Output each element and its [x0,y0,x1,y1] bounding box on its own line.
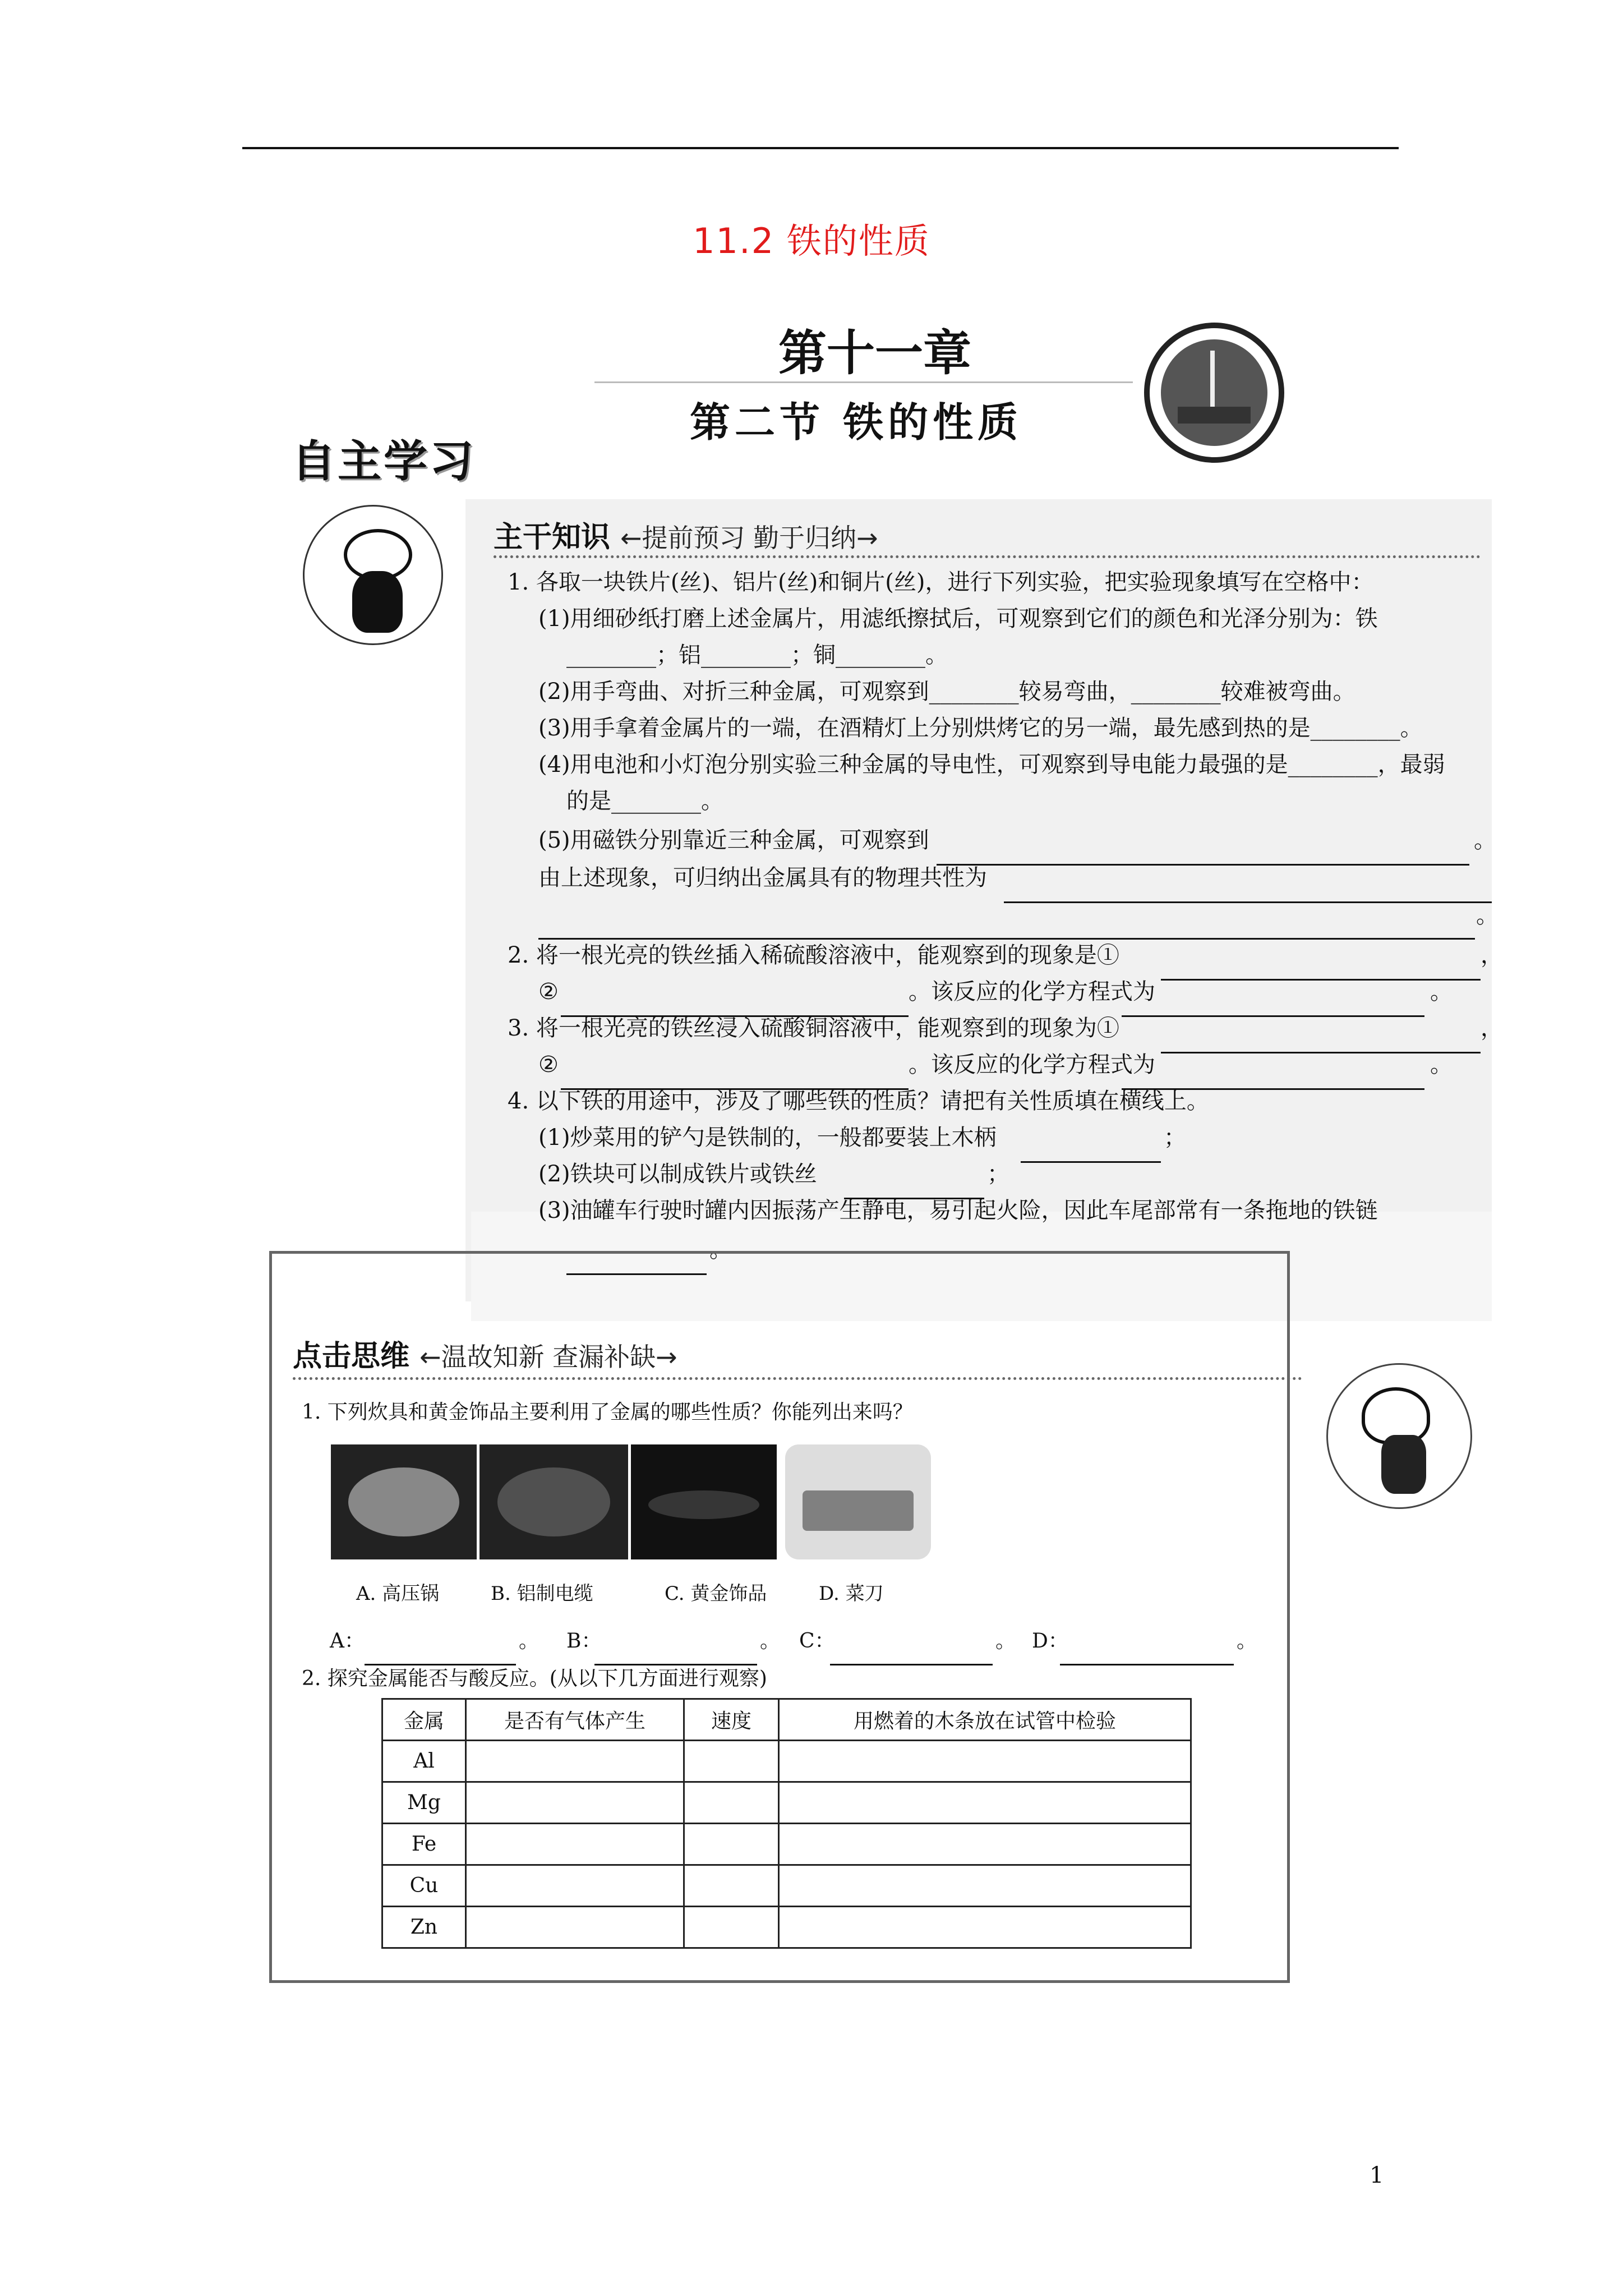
q3-stem: 3. 将一根光亮的铁丝浸入硫酸铜溶液中，能观察到的现象为① [508,1015,1119,1041]
q3-blank-1[interactable] [1161,1035,1481,1053]
document-title: 11.2 铁的性质 [693,220,930,261]
click-thinking-title: 点击思维 ←温故知新 查漏补缺→ [293,1340,677,1373]
metal-cell: Al [382,1741,466,1782]
answer-d-blank[interactable] [1060,1647,1234,1665]
metal-acid-table [381,1698,1192,1949]
table-header: 速度 [684,1699,779,1741]
pressure-cooker-photo [331,1444,477,1559]
chapter-heading: 第十一章 [778,325,971,381]
metal-cell: Fe [382,1824,466,1865]
q1-part4: (4)用电池和小灯泡分别实验三种金属的导电性，可观察到导电能力最强的是________，最弱 [538,752,1445,777]
answer-cell[interactable] [466,1865,684,1907]
answer-a-end: 。 [519,1630,540,1653]
answer-cell[interactable] [779,1741,1191,1782]
answer-a-blank[interactable] [365,1647,516,1665]
q3-equation-label: 。该反应的化学方程式为 [909,1052,1155,1078]
q4-part1-end: ； [1164,1125,1186,1151]
q4-part2-end: ； [987,1161,1009,1187]
answer-c-label: C： [799,1630,835,1653]
answer-cell[interactable] [779,1782,1191,1824]
q4-part1: (1)炒菜用的铲勺是铁制的，一般都要装上木柄 [538,1125,997,1151]
answer-cell[interactable] [466,1741,684,1782]
q2-comma: ， [1481,942,1503,968]
aluminum-cable-photo [479,1444,628,1559]
table-header-row [382,1699,1191,1741]
metal-cell: Zn [382,1907,466,1948]
answer-cell[interactable] [684,1865,779,1907]
answer-cell[interactable] [466,1782,684,1824]
answer-c-blank[interactable] [830,1647,993,1665]
q2-stem: 2. 将一根光亮的铁丝插入稀硫酸溶液中，能观察到的现象是① [508,942,1119,968]
q4-part1-blank[interactable] [1021,1144,1161,1163]
caption-a: A. 高压锅 [356,1582,440,1605]
answer-cell[interactable] [684,1824,779,1865]
caption-d: D. 菜刀 [819,1582,884,1605]
main-knowledge-title: 主干知识 ←提前预习 勤于归纳→ [494,521,878,554]
self-study-label: 自主学习 [292,436,476,487]
q1-summary-end: 。 [1476,903,1498,928]
q4-stem: 4. 以下铁的用途中，涉及了哪些铁的性质？请把有关性质填在横线上。 [508,1088,1209,1114]
answer-c-end: 。 [995,1630,1016,1653]
giraffe-mascot-image [1326,1363,1472,1509]
table-row [382,1741,1191,1782]
kitchen-knife-photo [785,1444,931,1559]
q4-part3-end: 。 [709,1237,732,1263]
table-row [382,1865,1191,1907]
answer-cell[interactable] [684,1741,779,1782]
answer-b-end: 。 [760,1630,781,1653]
table-row [382,1907,1191,1948]
answer-cell[interactable] [779,1907,1191,1948]
q2-equation-label: 。该反应的化学方程式为 [909,979,1155,1005]
answer-a-label: A： [330,1630,365,1653]
q1-summary-blank[interactable] [1004,885,1492,903]
table-header: 是否有气体产生 [466,1699,684,1741]
answer-cell[interactable] [466,1824,684,1865]
q1-part5: (5)用磁铁分别靠近三种金属，可观察到 [538,827,929,853]
q3-equation-blank[interactable] [1122,1071,1424,1090]
answer-b-blank[interactable] [594,1647,757,1665]
caption-b: B. 铝制电缆 [491,1582,593,1605]
answer-b-label: B： [566,1630,602,1653]
q2-blank-2[interactable] [561,999,909,1017]
q1-part3: (3)用手拿着金属片的一端，在酒精灯上分别烘烤它的另一端，最先感到热的是________。 [538,715,1423,741]
table-header: 金属 [382,1699,466,1741]
q3-end: 。 [1430,1052,1453,1078]
answer-cell[interactable] [779,1824,1191,1865]
caption-c: C. 黄金饰品 [665,1582,767,1605]
q1-part1-blanks: ________；铝________；铜________。 [566,642,948,668]
answer-cell[interactable] [684,1907,779,1948]
header-rule [242,147,1399,149]
q1-part5-end: 。 [1474,827,1496,853]
q1-stem: 1. 各取一块铁片(丝)、铝片(丝)和铜片(丝)，进行下列实验，把实验现象填写在空格中： [508,569,1374,595]
q4-part3: (3)油罐车行驶时罐内因振荡产生静电，易引起火险，因此车尾部常有一条拖地的铁链 [538,1198,1378,1223]
q2-mark-2: ② [538,979,559,1005]
q1-summary: 由上述现象，可归纳出金属具有的物理共性为 [538,865,987,891]
q3-comma: ， [1481,1015,1503,1041]
q3-blank-2[interactable] [561,1071,909,1090]
q4-part2: (2)铁块可以制成铁片或铁丝 [538,1161,817,1187]
ct-q2: 2. 探究金属能否与酸反应。(从以下几方面进行观察) [302,1667,767,1690]
table-row [382,1824,1191,1865]
q1-summary-blank-2[interactable] [538,921,1475,940]
answer-cell[interactable] [466,1907,684,1948]
page-number: 1 [1370,2162,1384,2188]
table-header: 用燃着的木条放在试管中检验 [779,1699,1191,1741]
ct-q1: 1. 下列炊具和黄金饰品主要利用了金属的哪些性质？你能列出来吗？ [302,1401,913,1424]
answer-cell[interactable] [779,1865,1191,1907]
q1-part2: (2)用手弯曲、对折三种金属，可观察到________较易弯曲，________较难被弯曲。 [538,679,1355,705]
click-thinking-subtitle: ←温故知新 查漏补缺→ [419,1342,677,1372]
table-row [382,1782,1191,1824]
metal-cell: Cu [382,1865,466,1907]
answer-d-end: 。 [1237,1630,1257,1653]
click-thinking-dotted-rule [293,1377,1302,1380]
q2-equation-blank[interactable] [1122,999,1424,1017]
metal-cell: Mg [382,1782,466,1824]
q2-end: 。 [1430,979,1453,1005]
q2-blank-1[interactable] [1161,962,1481,981]
frog-mascot-image [303,505,443,645]
answer-cell[interactable] [684,1782,779,1824]
q1-part1: (1)用细砂纸打磨上述金属片，用滤纸擦拭后，可观察到它们的颜色和光泽分别为：铁 [538,606,1378,632]
q3-mark-2: ② [538,1052,559,1078]
q1-part5-blank[interactable] [937,847,1469,866]
section-heading: 第二节 铁的性质 [690,398,1023,446]
q1-part4-cont: 的是________。 [566,788,723,814]
q4-part2-blank[interactable] [844,1181,984,1199]
main-knowledge-dotted-rule [494,555,1481,558]
tower-emblem-image [1144,323,1284,463]
gold-jewelry-photo [631,1444,777,1559]
answer-d-label: D： [1032,1630,1068,1653]
main-knowledge-subtitle: ←提前预习 勤于归纳→ [620,523,878,553]
